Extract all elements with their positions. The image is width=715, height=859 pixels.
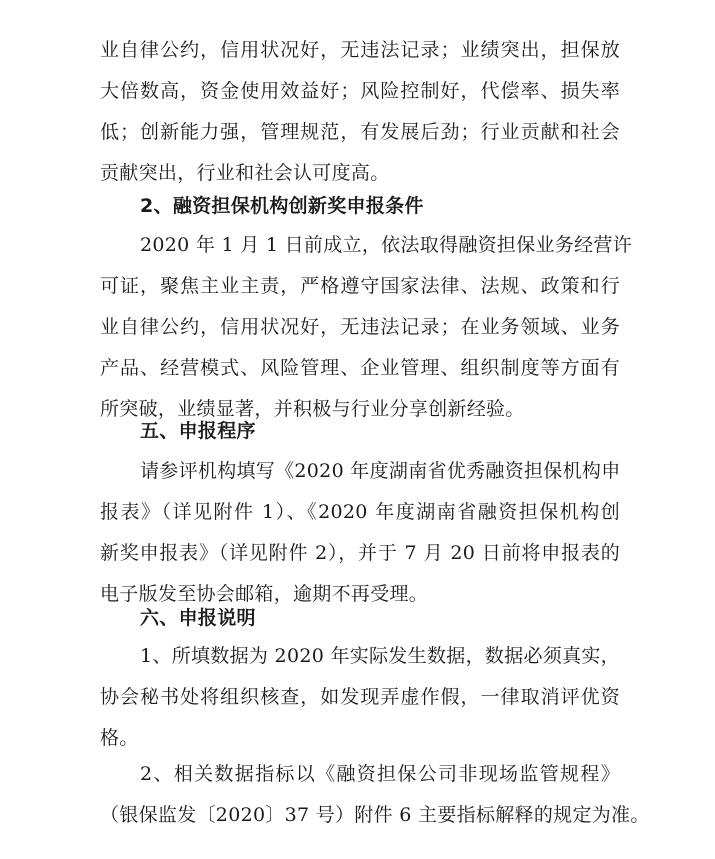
text-line: 业自律公约，信用状况好，无违法记录；在业务领域、业务	[100, 316, 620, 338]
paragraph-note-2	[100, 754, 650, 836]
text-line: 协会秘书处将组织核查，如发现弄虚作假，一律取消评优资	[100, 686, 620, 708]
text-line: 2、相关数据指标以《融资担保公司非现场监管规程》	[140, 763, 620, 785]
text-line: 格。	[100, 727, 139, 749]
text-line: 所突破，业绩显著，并积极与行业分享创新经验。	[100, 398, 525, 420]
text-line: 可证，聚焦主业主责，严格遵守国家法律、法规、政策和行	[100, 275, 620, 297]
paragraph-innovation-conditions	[100, 225, 633, 430]
text-line: 贡献突出，行业和社会认可度高。	[100, 162, 390, 184]
text-line: 产品、经营模式、风险管理、企业管理、组织制度等方面有	[100, 357, 620, 379]
text-line: 业自律公约，信用状况好，无违法记录；业绩突出，担保放	[100, 39, 620, 61]
text-line: 1、所填数据为 2020 年实际发生数据，数据必须真实，	[140, 645, 620, 667]
paragraph-procedure	[100, 451, 620, 615]
paragraph-note-1	[100, 636, 620, 759]
section-heading-innovation-award	[100, 186, 620, 227]
text-line: 低；创新能力强，管理规范，有发展后劲；行业贡献和社会	[100, 121, 620, 143]
text-line: 2020 年 1 月 1 日前成立，依法取得融资担保业务经营许	[140, 234, 633, 256]
text-line: （银保监发〔2020〕37 号）附件 6 主要指标解释的规定为准。	[100, 804, 650, 826]
text-line: 电子版发至协会邮箱，逾期不再受理。	[100, 583, 429, 605]
heading-text: 六、申报说明	[140, 607, 256, 629]
text-line: 大倍数高，资金使用效益好；风险控制好，代偿率、损失率	[100, 80, 620, 102]
section-heading-procedure	[100, 411, 620, 452]
heading-text: 2、融资担保机构创新奖申报条件	[140, 195, 424, 217]
text-line: 请参评机构填写《2020 年度湖南省优秀融资担保机构申	[140, 460, 621, 482]
text-line: 报表》（详见附件 1）、《2020 年度湖南省融资担保机构创	[100, 501, 620, 523]
paragraph-intro-continuation	[100, 30, 620, 194]
text-line: 新奖申报表》（详见附件 2），并于 7 月 20 日前将申报表的	[100, 542, 620, 564]
heading-text: 五、申报程序	[140, 420, 256, 442]
section-heading-notes	[100, 598, 620, 639]
